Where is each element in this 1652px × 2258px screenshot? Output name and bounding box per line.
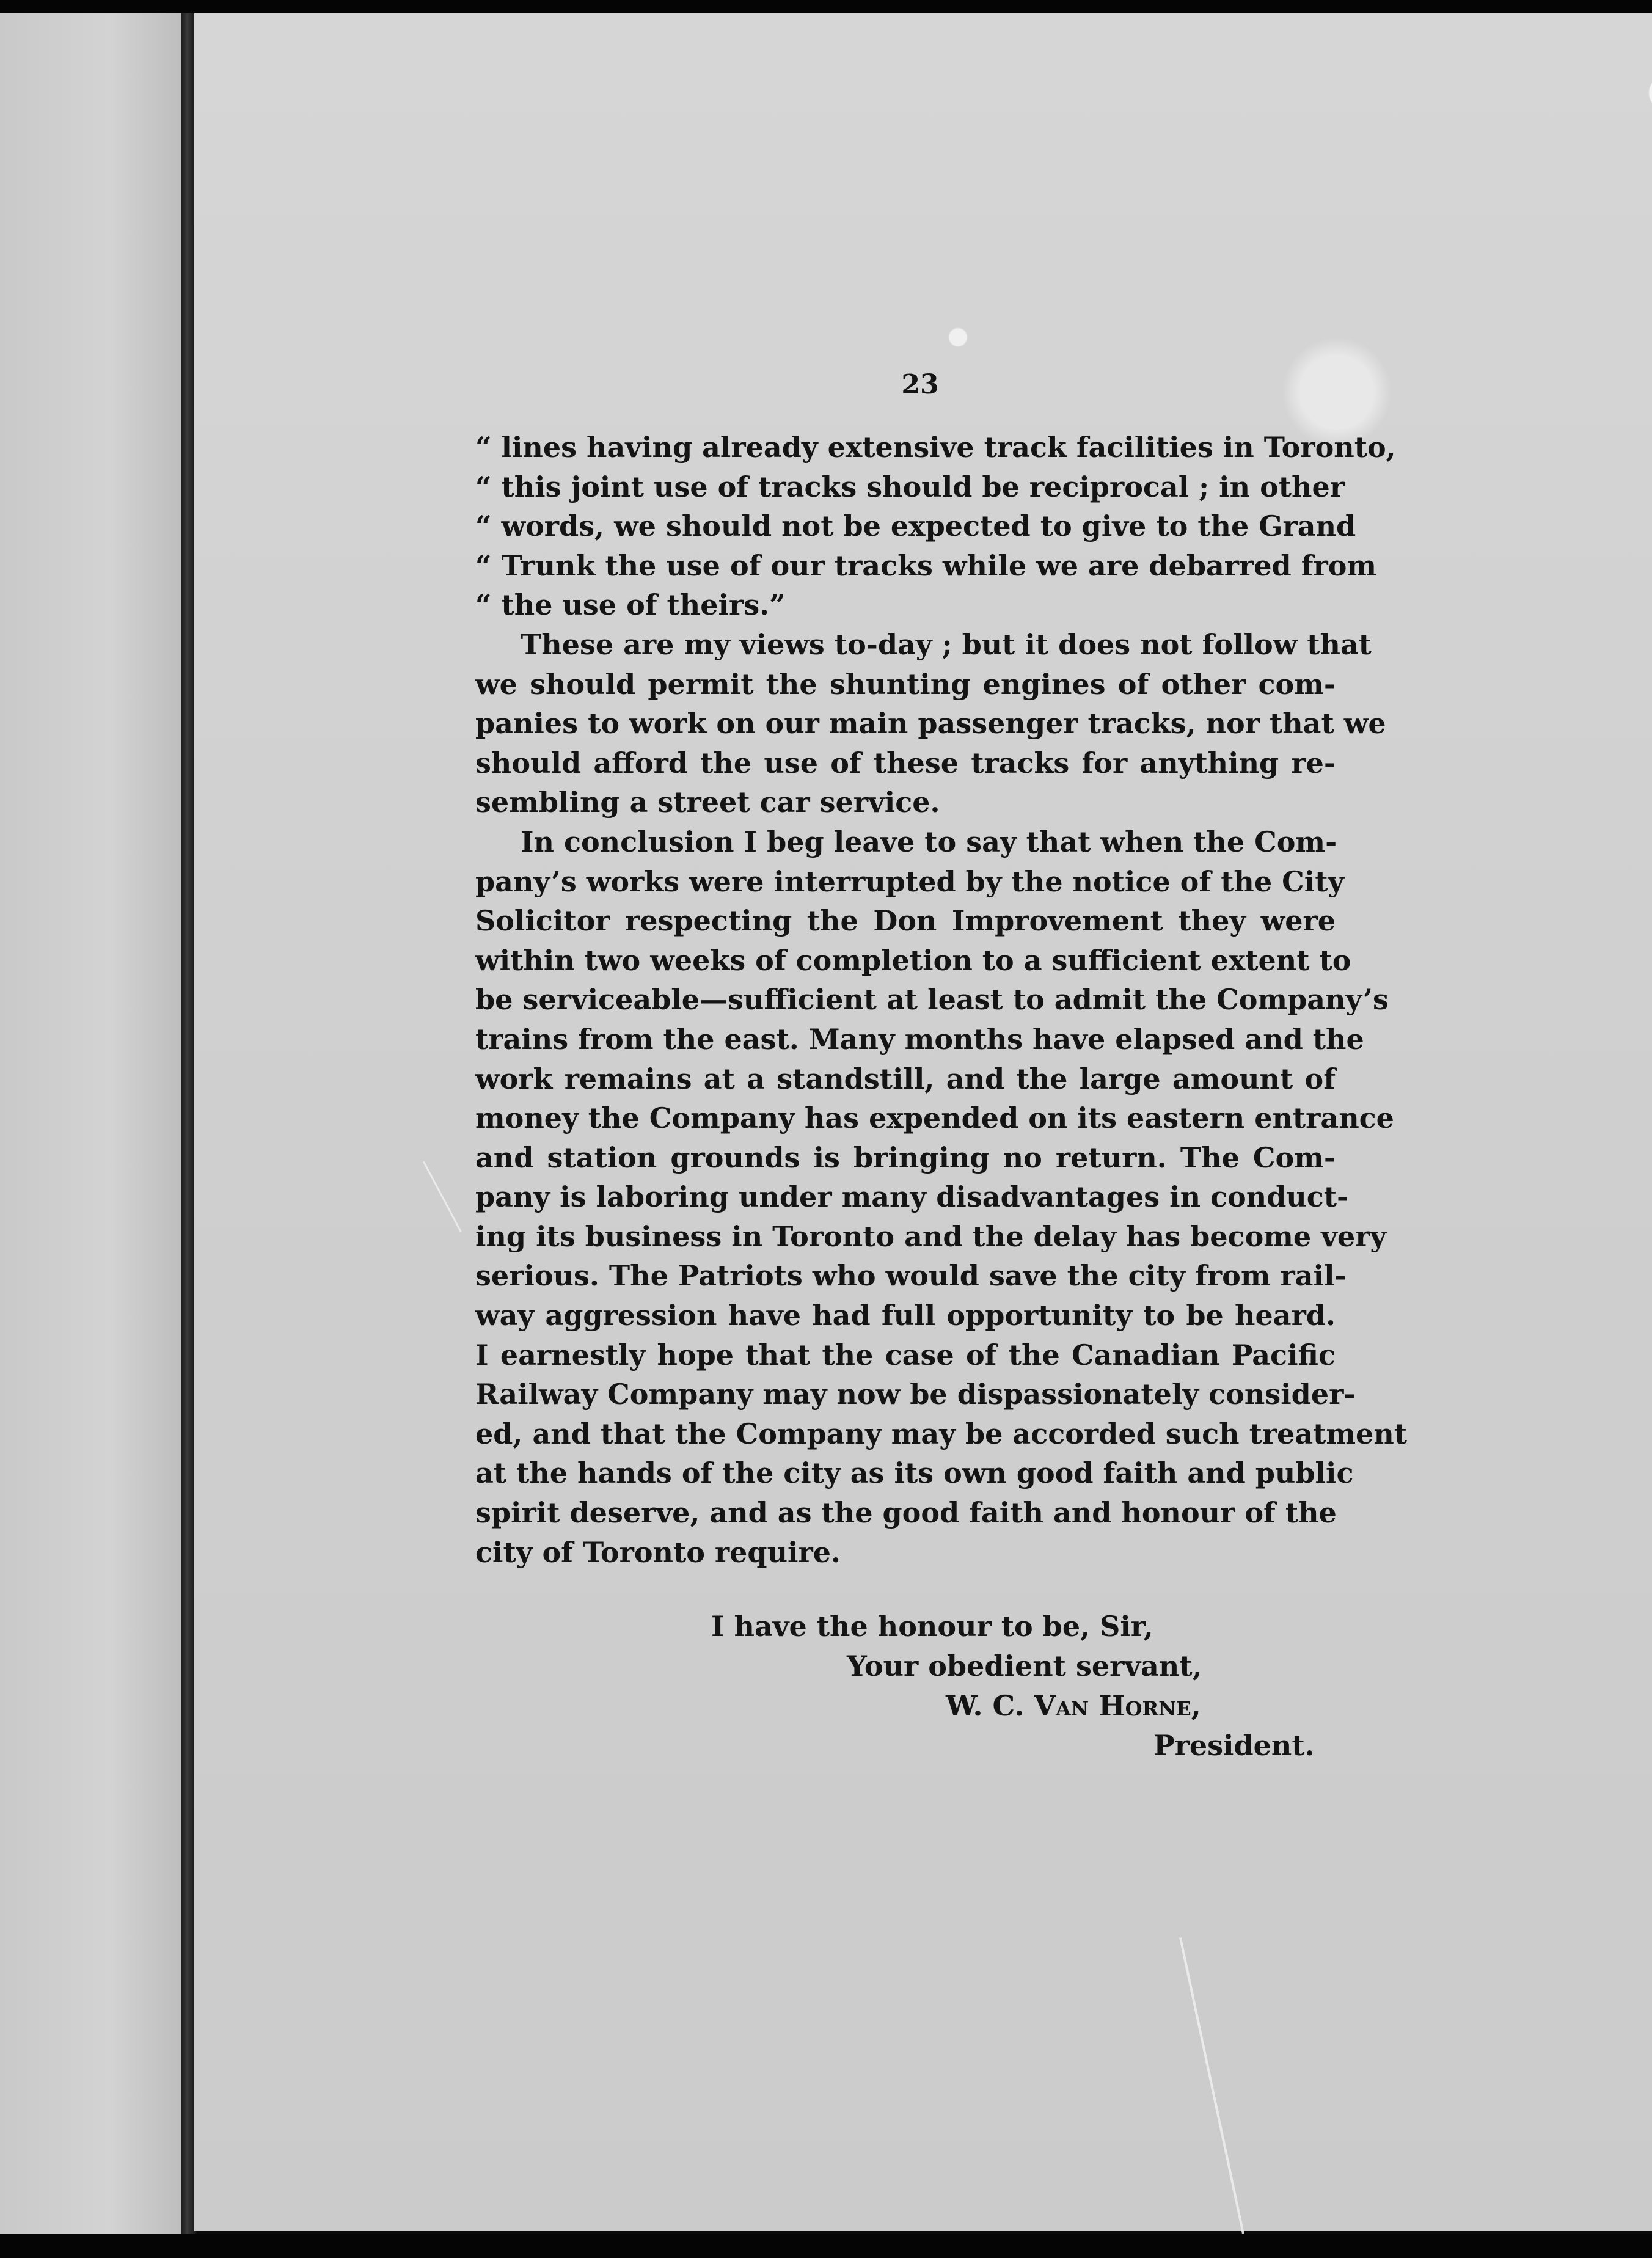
text-line: at the hands of the city as its own good faith and public: [475, 1456, 1354, 1490]
text-line: In conclusion I beg leave to say that when the Com-: [521, 825, 1337, 858]
text-line: “ words, we should not be expected to give to the Grand: [475, 510, 1356, 543]
text-line: panies to work on our main passenger tracks, nor that we: [475, 707, 1386, 740]
closing-servant: Your obedient servant,: [847, 1650, 1202, 1683]
text-line: work remains at a standstill, and the large amount of: [475, 1062, 1336, 1095]
left-page-edge: [0, 0, 183, 2236]
text-line: should afford the use of these tracks for anything re-: [475, 746, 1336, 780]
signature-name: W. C. Van Horne,: [946, 1689, 1201, 1722]
text-line: Solicitor respecting the Don Improvement they were: [475, 904, 1336, 938]
text-line: Railway Company may now be dispassionately consider-: [475, 1378, 1356, 1411]
views-paragraph: [475, 625, 1386, 822]
conclusion-paragraph: [475, 822, 1408, 1572]
text-line: way aggression have had full opportunity to be heard.: [475, 1299, 1336, 1332]
text-line: city of Toronto require.: [475, 1535, 841, 1569]
text-line: “ this joint use of tracks should be reciprocal ; in other: [475, 470, 1345, 503]
text-line: money the Company has expended on its eastern entrance: [475, 1102, 1394, 1135]
quote-paragraph: [475, 428, 1396, 625]
letter-body: [475, 428, 1408, 1572]
text-line: trains from the east. Many months have elapsed and the: [475, 1022, 1364, 1056]
text-line: “ the use of theirs.”: [475, 588, 786, 622]
text-line: sembling a street car service.: [475, 786, 940, 819]
text-line: These are my views to-day ; but it does not follow that: [521, 627, 1372, 661]
closing-salutation: I have the honour to be, Sir,: [711, 1610, 1153, 1643]
page-number: 23: [901, 369, 939, 400]
text-line: be serviceable—sufficient at least to admit the Company’s: [475, 983, 1389, 1017]
text-line: ed, and that the Company may be accorded such treatment: [475, 1417, 1408, 1450]
text-line: serious. The Patriots who would save the city from rail-: [475, 1259, 1347, 1293]
scratch-mark: [423, 1161, 462, 1232]
scan-top-border: [0, 0, 1652, 13]
text-line: pany is laboring under many disadvantages in conduct-: [475, 1180, 1349, 1214]
text-line: we should permit the shunting engines of other com-: [475, 667, 1336, 701]
text-line: within two weeks of completion to a sufficient extent to: [475, 943, 1351, 977]
text-line: pany’s works were interrupted by the notice of the City: [475, 864, 1345, 898]
text-line: “ Trunk the use of our tracks while we are debarred from: [475, 549, 1377, 582]
text-line: “ lines having already extensive track facilities in Toronto,: [475, 431, 1396, 464]
text-line: and station grounds is bringing no return. The Com-: [475, 1141, 1336, 1174]
text-line: I earnestly hope that the case of the Canadian Pacific: [475, 1338, 1336, 1372]
text-line: spirit deserve, and as the good faith and honour of the: [475, 1496, 1337, 1530]
signature-title: President.: [1153, 1729, 1315, 1762]
scratch-mark: [1179, 1937, 1248, 2248]
text-line: ing its business in Toronto and the delay has become very: [475, 1219, 1387, 1253]
scan-bottom-border: [0, 2234, 1652, 2258]
